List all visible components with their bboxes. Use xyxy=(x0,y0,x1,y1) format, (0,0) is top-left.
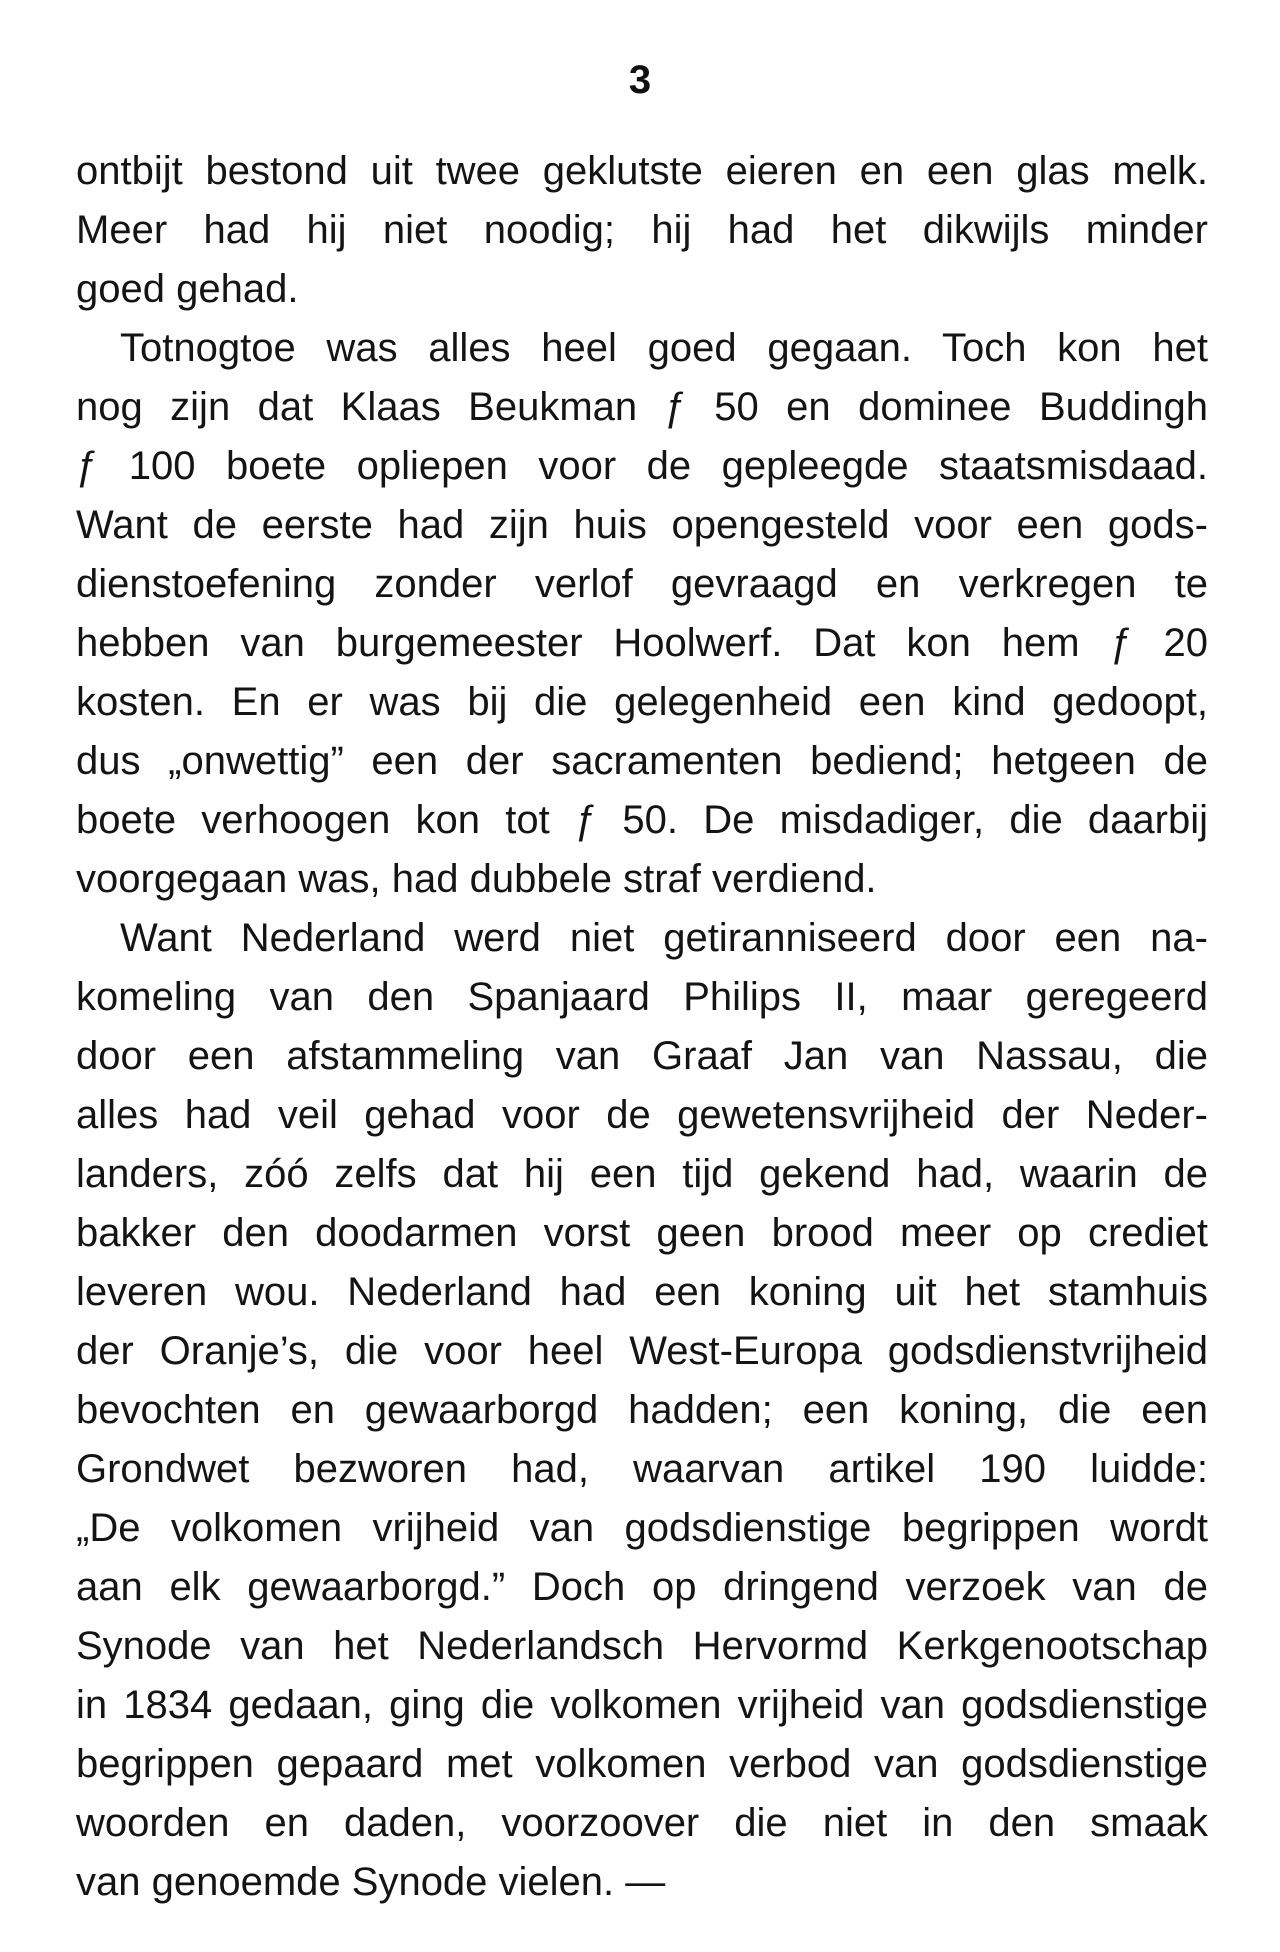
text-line: landers, zóó zelfs dat hij een tijd gekend had, waarin de xyxy=(76,1152,1208,1196)
text-line: voorgegaan was, had dubbele straf verdiend. xyxy=(76,857,877,901)
text-line: ƒ 100 boete opliepen voor de gepleegde staatsmisdaad. xyxy=(76,444,1208,488)
text-line: begrippen gepaard met volkomen verbod van godsdienstige xyxy=(76,1742,1208,1786)
text-line: alles had veil gehad voor de gewetensvrijheid der Neder- xyxy=(76,1093,1208,1137)
text-line: goed gehad. xyxy=(76,267,299,311)
text-line: in 1834 gedaan, ging die volkomen vrijheid van godsdienstige xyxy=(76,1683,1208,1727)
page-number: 3 xyxy=(628,58,652,102)
text-line: Synode van het Nederlandsch Hervormd Kerkgenootschap xyxy=(76,1624,1208,1668)
text-line: Want de eerste had zijn huis opengesteld voor een gods- xyxy=(76,503,1208,547)
text-line: Totnogtoe was alles heel goed gegaan. Toch kon het xyxy=(120,326,1208,370)
text-line: leveren wou. Nederland had een koning uit het stamhuis xyxy=(76,1270,1208,1314)
text-line: kosten. En er was bij die gelegenheid een kind gedoopt, xyxy=(76,680,1208,724)
text-line: bakker den doodarmen vorst geen brood meer op crediet xyxy=(76,1211,1208,1255)
body-text xyxy=(76,142,1208,1912)
text-line: dienstoefening zonder verlof gevraagd en verkregen te xyxy=(76,562,1208,606)
text-line: Meer had hij niet noodig; hij had het dikwijls minder xyxy=(76,208,1208,252)
text-line: Want Nederland werd niet getiranniseerd door een na- xyxy=(120,916,1208,960)
text-line: dus „onwettig” een der sacramenten bediend; hetgeen de xyxy=(76,739,1208,783)
text-line: van genoemde Synode vielen. — xyxy=(76,1860,666,1904)
text-line: nog zijn dat Klaas Beukman ƒ 50 en dominee Buddingh xyxy=(76,385,1208,429)
text-line: der Oranje’s, die voor heel West-Europa godsdienstvrijheid xyxy=(76,1329,1208,1373)
text-line: ontbijt bestond uit twee geklutste eieren en een glas melk. xyxy=(76,149,1208,193)
text-line: bevochten en gewaarborgd hadden; een koning, die een xyxy=(76,1388,1208,1432)
text-line: door een afstammeling van Graaf Jan van Nassau, die xyxy=(76,1034,1208,1078)
text-line: „De volkomen vrijheid van godsdienstige begrippen wordt xyxy=(76,1506,1208,1550)
text-line: hebben van burgemeester Hoolwerf. Dat kon hem ƒ 20 xyxy=(76,621,1208,665)
text-line: aan elk gewaarborgd.” Doch op dringend verzoek van de xyxy=(76,1565,1208,1609)
text-line: boete verhoogen kon tot ƒ 50. De misdadiger, die daarbij xyxy=(76,798,1208,842)
text-line: Grondwet bezworen had, waarvan artikel 190 luidde: xyxy=(76,1447,1208,1491)
text-line: woorden en daden, voorzoover die niet in den smaak xyxy=(76,1801,1208,1845)
text-line: komeling van den Spanjaard Philips II, maar geregeerd xyxy=(76,975,1208,1019)
